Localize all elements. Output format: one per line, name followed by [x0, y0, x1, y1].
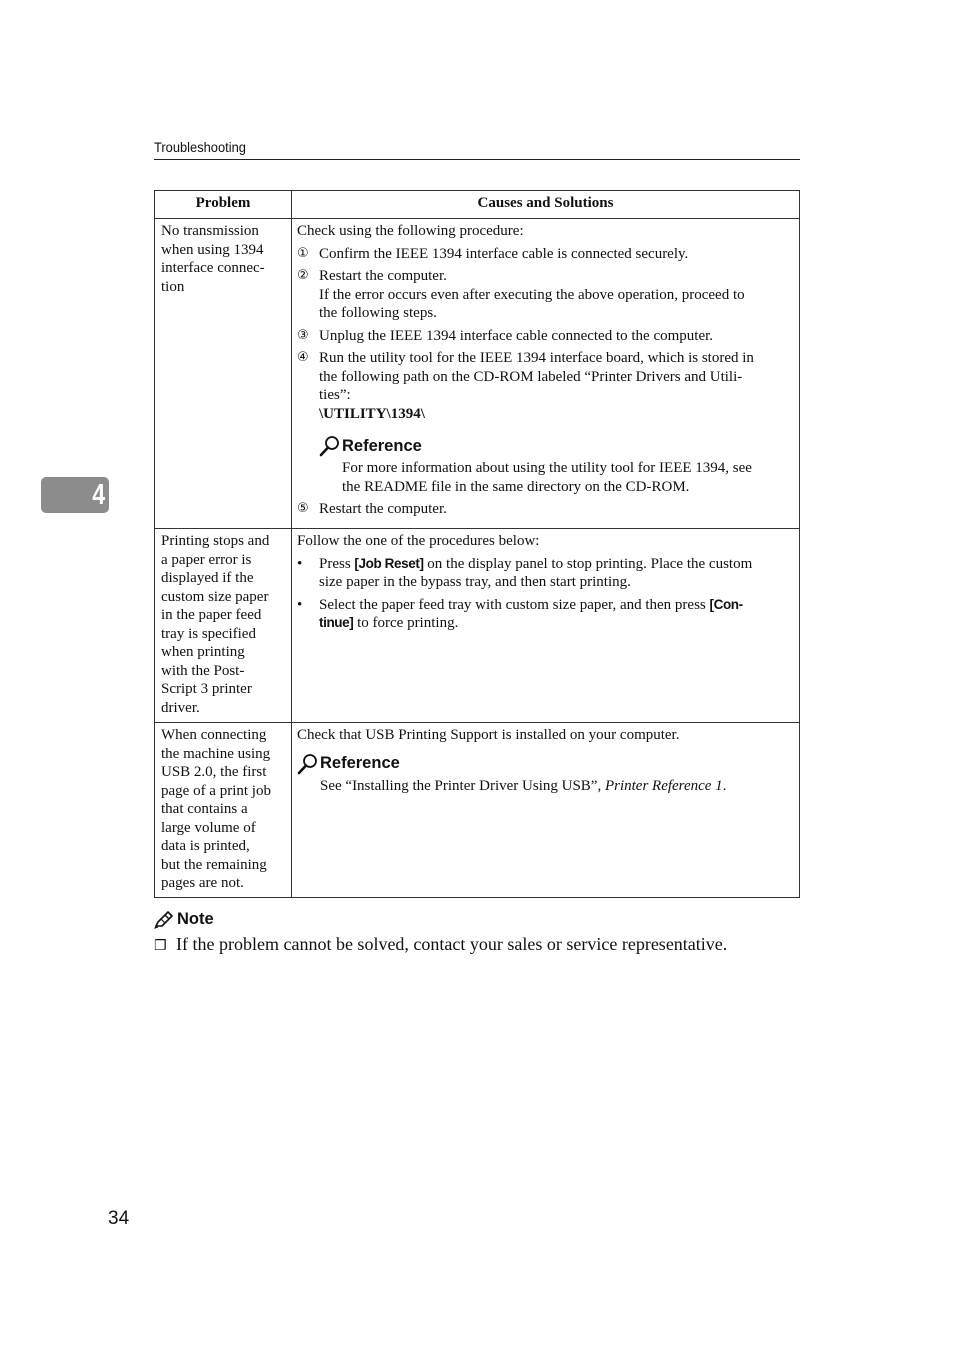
reference-text: [342, 459, 793, 496]
step-number: ⑤: [297, 501, 309, 516]
problem-line: USB 2.0, the first: [161, 764, 267, 780]
problem-line: custom size paper: [161, 588, 269, 605]
reference-title: Reference: [342, 436, 422, 455]
bullet-text: Select the paper feed tray with custom size paper, and then press: [319, 596, 710, 613]
step-text: Restart the computer.: [319, 268, 447, 284]
problem-line: that contains a: [161, 801, 248, 817]
bullet-marker: •: [297, 555, 303, 572]
problem-line: tion: [161, 278, 185, 295]
solution-intro: Check using the following procedure:: [297, 223, 524, 239]
problem-line: but the remaining: [161, 856, 267, 873]
problem-cell: [155, 723, 292, 898]
problem-line: Script 3 printer: [161, 681, 252, 697]
reference-line: .: [722, 777, 727, 794]
problem-line: No transmission: [161, 223, 259, 239]
solution-intro: Follow the one of the procedures below:: [297, 533, 540, 549]
step-text: Run the utility tool for the IEEE 1394 interface board, which is stored in: [319, 350, 754, 366]
table-header-row: [155, 191, 800, 219]
step-item: [297, 267, 793, 323]
table-row: [155, 529, 800, 723]
reference-line: the README file in the same directory on the CD-ROM.: [342, 478, 690, 495]
chapter-tab: [41, 477, 109, 513]
bullet-item: [297, 596, 793, 633]
step-text: ties”:: [319, 387, 351, 403]
note-title: Note: [177, 910, 214, 928]
problem-line: data is printed,: [161, 838, 250, 854]
problem-line: a paper error is: [161, 551, 252, 568]
magnifier-icon: [297, 753, 319, 775]
column-header-problem: Problem: [155, 191, 292, 219]
problem-cell: [155, 529, 292, 723]
problem-cell: [155, 219, 292, 529]
step-item: [297, 327, 793, 346]
step-number: ④: [297, 350, 309, 365]
solution-cell: [292, 723, 800, 898]
pencil-icon: [154, 911, 174, 929]
checkbox-bullet: ❒: [154, 938, 167, 954]
bullet-text: to force printing.: [353, 615, 459, 631]
step-item: [297, 245, 793, 264]
problem-line: When connecting: [161, 727, 267, 743]
solution-cell: [292, 529, 800, 723]
page-number: 34: [108, 1208, 130, 1229]
header-rule: [154, 159, 800, 160]
column-header-solutions: Causes and Solutions: [292, 191, 800, 219]
reference-line: See “Installing the Printer Driver Using USB”,: [320, 777, 605, 794]
reference-text: [320, 777, 793, 796]
bullet-marker: •: [297, 596, 303, 613]
reference-heading: [319, 435, 793, 457]
problem-line: the machine using: [161, 745, 271, 762]
step-item: [297, 349, 793, 496]
step-text: the following steps.: [319, 305, 437, 321]
problem-line: tray is specified: [161, 625, 256, 642]
cdrom-path: \UTILITY\1394\: [319, 405, 425, 422]
problem-line: interface connec-: [161, 260, 265, 276]
reference-line: For more information about using the utility tool for IEEE 1394, see: [342, 460, 752, 476]
problem-line: when printing: [161, 644, 245, 660]
problem-line: page of a print job: [161, 782, 271, 799]
solution-intro: Check that USB Printing Support is installed on your computer.: [297, 727, 680, 743]
reference-title: Reference: [320, 754, 400, 773]
running-header: Troubleshooting: [154, 139, 246, 155]
table-row: [155, 723, 800, 898]
problem-line: driver.: [161, 699, 200, 716]
continue-key: tinue]: [319, 615, 354, 630]
problem-line: in the paper feed: [161, 607, 262, 623]
note-heading: [154, 910, 214, 929]
step-text: Unplug the IEEE 1394 interface cable connected to the computer.: [319, 327, 714, 344]
step-text: Restart the computer.: [319, 501, 447, 517]
step-number: ③: [297, 327, 309, 343]
note-text: If the problem cannot be solved, contact your sales or service representative.: [176, 934, 728, 954]
problem-line: pages are not.: [161, 875, 244, 891]
table-row: [155, 219, 800, 529]
problem-line: displayed if the: [161, 570, 254, 586]
reference-doc-title: Printer Reference 1: [604, 777, 723, 794]
step-number: ②: [297, 268, 309, 283]
job-reset-key: [Job Reset]: [354, 555, 424, 571]
magnifier-icon: [319, 435, 341, 457]
note-item: [154, 934, 727, 958]
continue-key: [Con-: [709, 596, 743, 612]
step-text: the following path on the CD-ROM labeled “Printer Drivers and Utili-: [319, 368, 743, 385]
step-text: If the error occurs even after executing the above operation, proceed to: [319, 286, 745, 303]
bullet-text: Press: [319, 555, 355, 572]
reference-heading: [297, 753, 793, 775]
problem-line: with the Post-: [161, 662, 245, 679]
step-text: Confirm the IEEE 1394 interface cable is connected securely.: [319, 245, 689, 262]
bullet-item: [297, 555, 793, 592]
solution-cell: [292, 219, 800, 529]
problem-line: Printing stops and: [161, 533, 270, 549]
problem-line: large volume of: [161, 819, 256, 836]
chapter-number: 4: [92, 479, 105, 511]
step-item: [297, 500, 793, 519]
problem-line: when using 1394: [161, 241, 264, 258]
bullet-text: on the display panel to stop printing. Place the custom: [423, 555, 753, 572]
bullet-text: size paper in the bypass tray, and then start printing.: [319, 574, 631, 590]
step-number: ①: [297, 245, 309, 261]
troubleshooting-table: [154, 190, 800, 898]
